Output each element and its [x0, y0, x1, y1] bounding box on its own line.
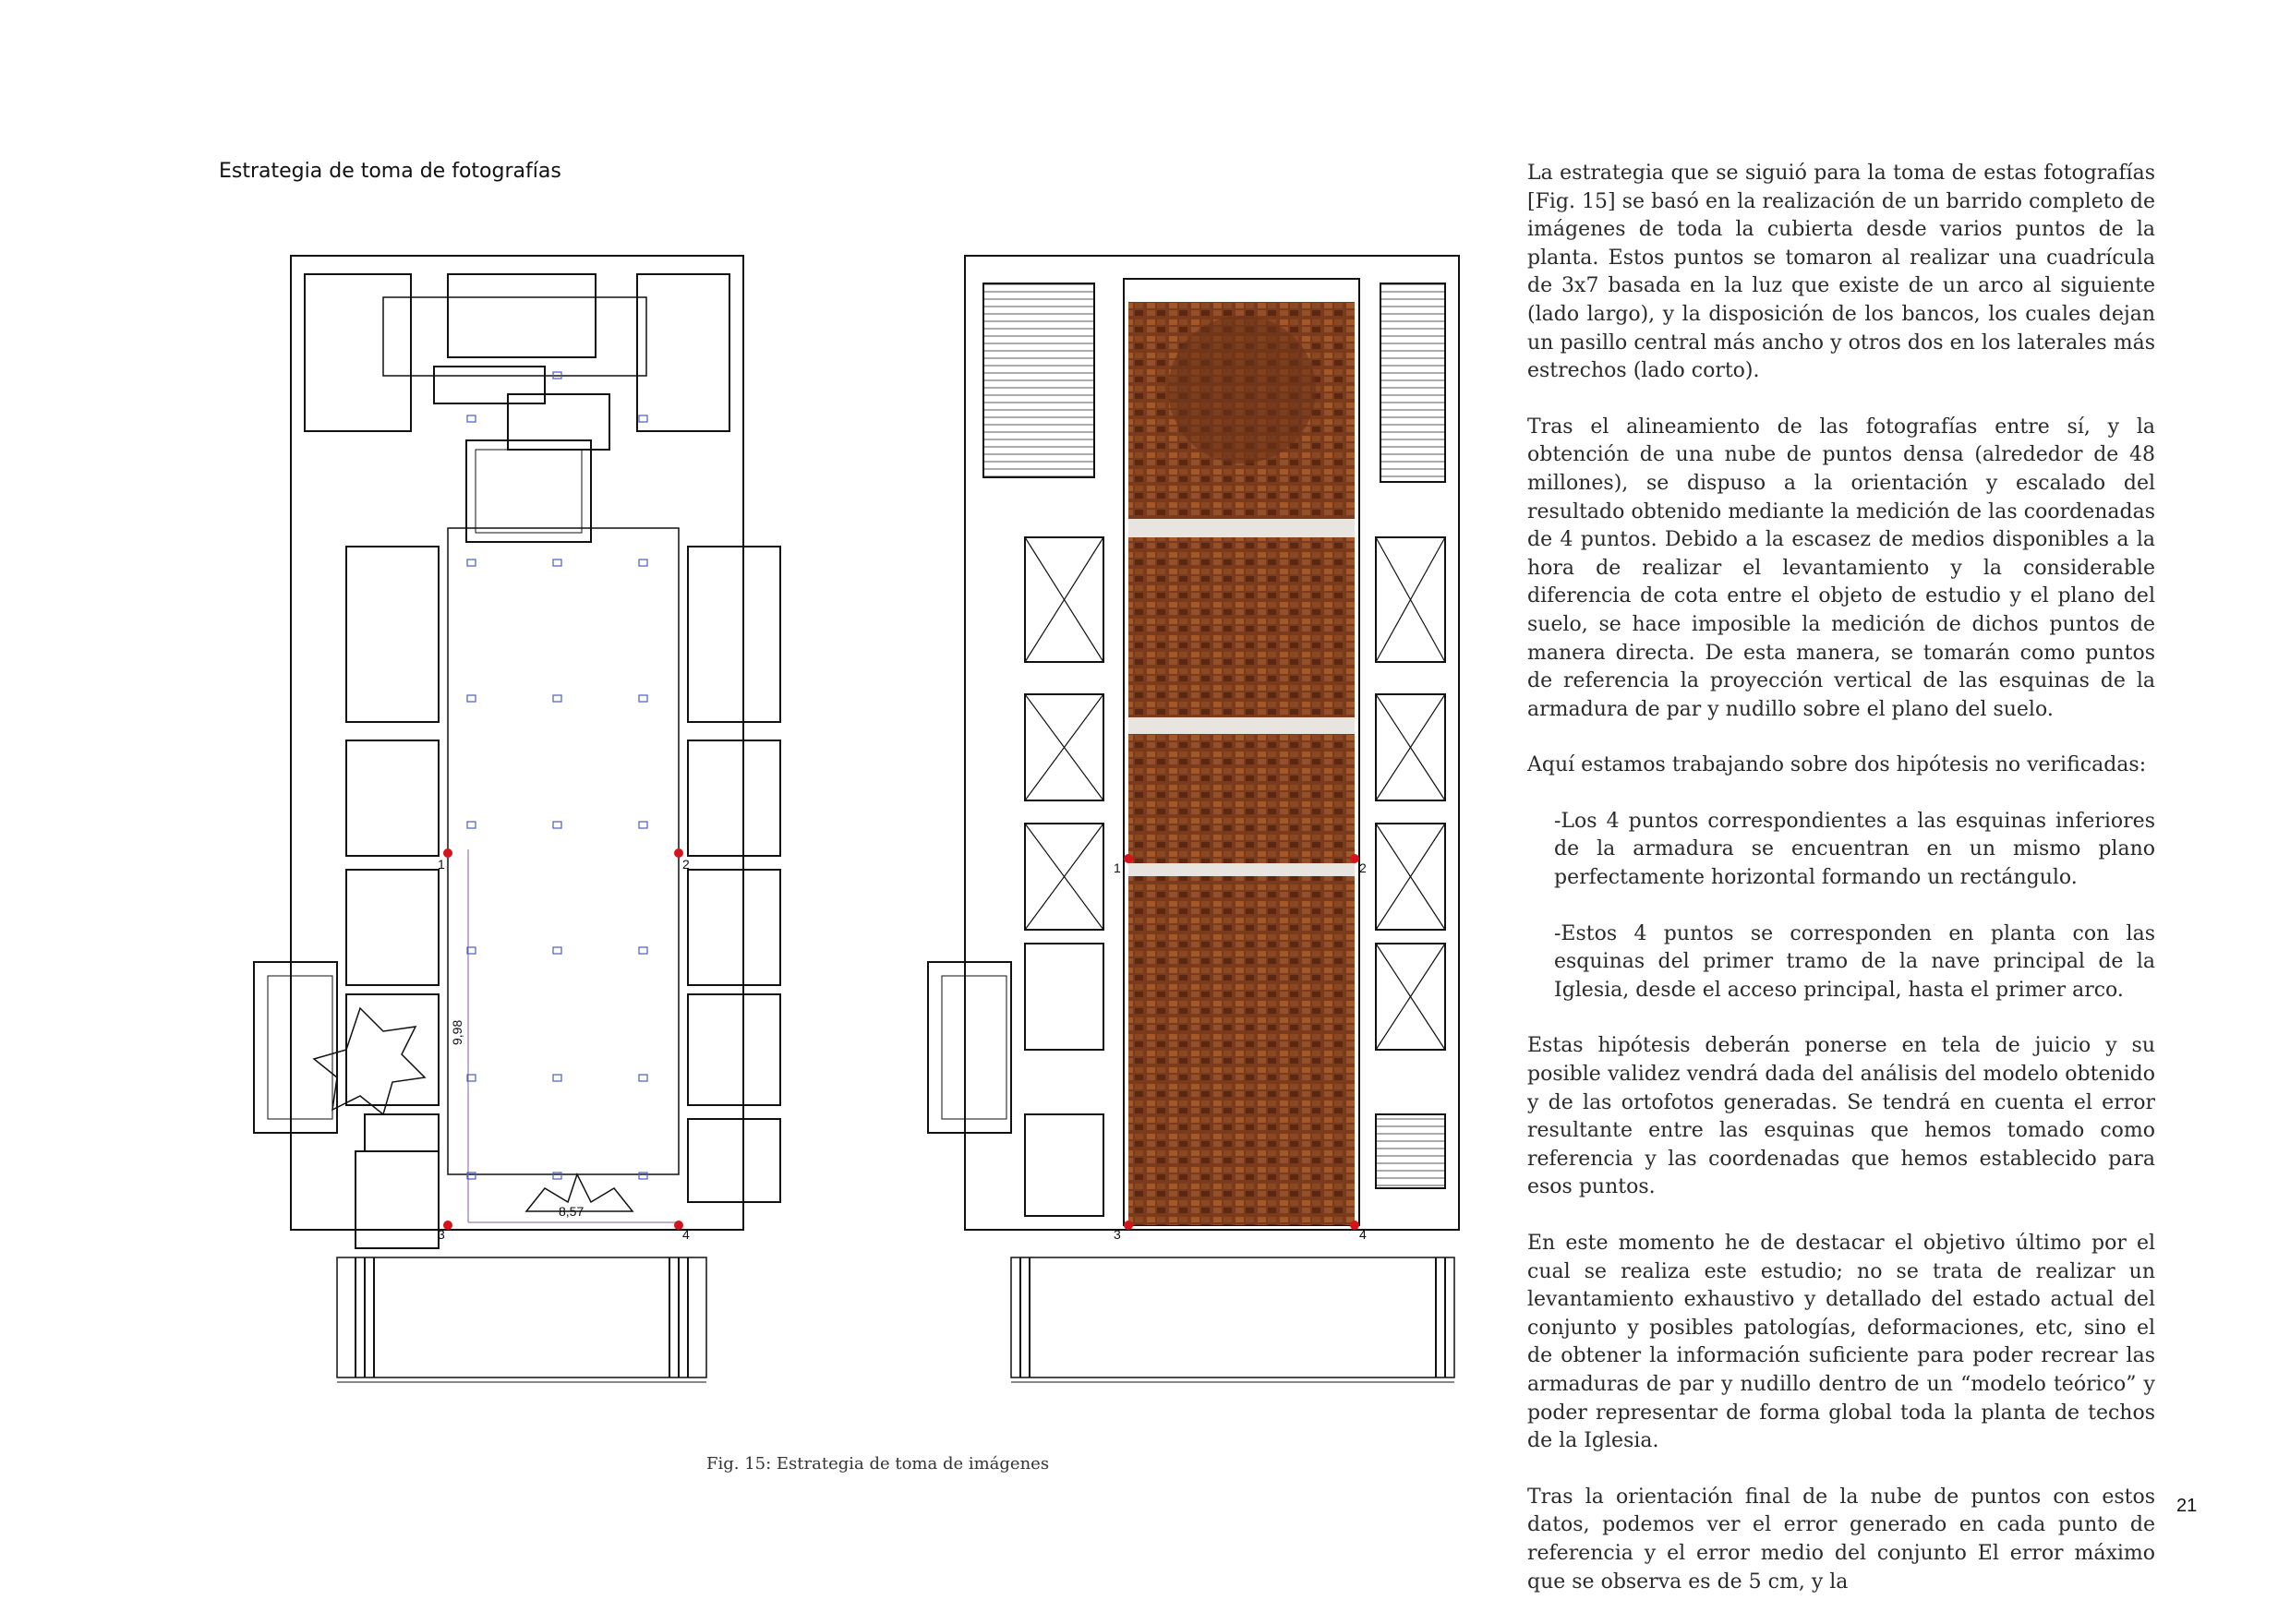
page-number: 21: [2176, 1496, 2198, 1516]
paragraph: Tras el alineamiento de las fotografías entre sí, y la obtención de una nube de puntos densa (alrededor de 48 millones), se dispuso a la orientación y escalado del resultado obtenido mediante la medición de las coordenadas de 4 puntos. Debido a la escasez de medios disponibles a la hora de realizar el levantamiento y la considerable diferencia de cota entre el objeto de estudio y el plano del suelo, se hace imposible la medición de dichos puntos de manera directa. De esta manera, se tomarán como puntos de referencia la proyección vertical de las esquinas de la armadura de par y nudillo sobre el plano del suelo.: [1527, 415, 2155, 721]
point-label-4-right: 4: [1359, 1227, 1367, 1242]
hypothesis-item: -Los 4 puntos correspondientes a las esquinas inferiores de la armadura se encuentran en un mismo plano perfectamente horizontal formando un rectángulo.: [1554, 809, 2155, 890]
floor-plan-camera-stations: [249, 251, 803, 1387]
paragraph: Aquí estamos trabajando sobre dos hipótesis no verificadas:: [1527, 753, 2147, 777]
ceiling-orthophoto: [1128, 302, 1355, 1225]
point-label-2-right: 2: [1359, 860, 1367, 875]
dimension-vertical: 9,98: [450, 1019, 464, 1045]
hypothesis-item: -Estos 4 puntos se corresponden en planta con las esquinas del primer tramo de la nave principal de la Iglesia, desde el acceso principal, hasta el primer arco.: [1554, 921, 2155, 1002]
paragraph: Estas hipótesis deberán ponerse en tela de juicio y su posible validez vendrá dada del análisis del modelo obtenido y de las ortofotos generadas. Se tendrá en cuenta el error resultante entre las esquinas que hemos tomado como referencia y las coordenadas que hemos establecido para esos puntos.: [1527, 1034, 2155, 1199]
point-label-3-right: 3: [1114, 1227, 1121, 1242]
paragraph: En este momento he de destacar el objetivo último por el cual se realiza este estudio; no se trata de realizar un levantamiento exhaustivo y detallado del estado actual del conjunto y posibles patologías, deformaciones, etc, sino el de obtener la información suficiente para poder recrear las armaduras de par y nudillo dentro de un “modelo teórico” y poder representar de forma global toda la planta de techos de la Iglesia.: [1527, 1232, 2155, 1453]
point-label-2: 2: [682, 857, 690, 872]
floor-plan-ceiling-orthophoto: [923, 251, 1477, 1387]
section-heading: Estrategia de toma de fotografías: [219, 160, 561, 183]
paragraph: Tras la orientación final de la nube de puntos con estos datos, podemos ver el error generado en cada punto de referencia y el error medio del conjunto El error máximo que se observa es de 5 cm, y la: [1527, 1485, 2155, 1594]
point-label-3: 3: [438, 1227, 445, 1242]
camera-station-grid: [467, 372, 647, 1179]
dimension-horizontal: 8,57: [559, 1204, 585, 1219]
point-label-1-right: 1: [1114, 860, 1121, 875]
figure-caption: Fig. 15: Estrategia de toma de imágenes: [706, 1454, 1050, 1474]
point-label-1: 1: [438, 857, 445, 872]
body-text: [1527, 160, 2155, 1624]
paragraph: La estrategia que se siguió para la toma de estas fotografías [Fig. 15] se basó en la realización de un barrido completo de imágenes de toda la cubierta desde varios puntos de la planta. Estos puntos se tomaron al realizar una cuadrícula de 3x7 basada en la luz que existe de un arco al siguiente (lado largo), y la disposición de los bancos, los cuales dejan un pasillo central más ancho y otros dos en los laterales más estrechos (lado corto).: [1527, 162, 2155, 383]
point-label-4: 4: [682, 1227, 690, 1242]
